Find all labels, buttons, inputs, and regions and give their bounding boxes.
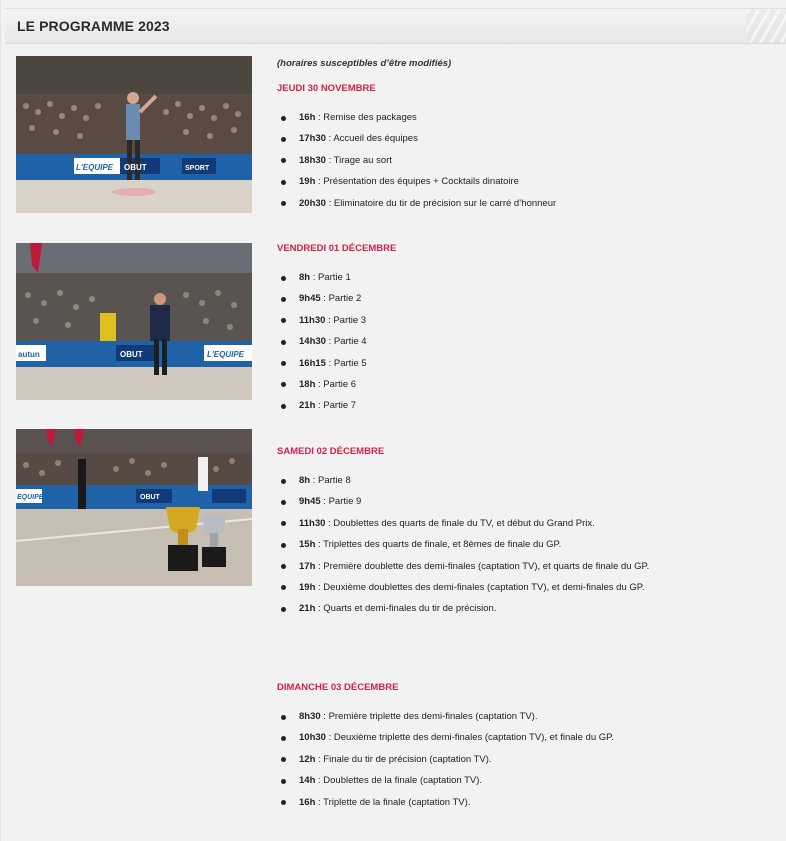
item-time: 12h bbox=[299, 753, 316, 765]
list-item bbox=[277, 711, 614, 732]
item-time: 18h30 bbox=[299, 154, 326, 166]
item-text: : Triplette de la finale (captation TV). bbox=[315, 796, 471, 808]
item-text: : Tirage au sort bbox=[325, 154, 392, 166]
list-item bbox=[277, 775, 614, 796]
item-text: : Triplettes des quarts de finale, et 8èmes de finale du GP. bbox=[315, 539, 562, 551]
item-time: 17h30 bbox=[299, 133, 326, 145]
section-title: LE PROGRAMME 2023 bbox=[17, 18, 170, 34]
item-time: 20h30 bbox=[299, 197, 326, 209]
item-text: : Partie 2 bbox=[320, 293, 362, 305]
list-item bbox=[277, 272, 367, 293]
list-item bbox=[277, 603, 649, 624]
section-header bbox=[5, 8, 786, 44]
list-item bbox=[277, 336, 367, 357]
photo-banner-text: OBUT bbox=[140, 494, 160, 501]
list-item bbox=[277, 315, 367, 336]
item-text: : Partie 7 bbox=[315, 400, 357, 412]
item-time: 14h bbox=[299, 775, 316, 787]
list-item bbox=[277, 176, 556, 197]
item-text: : Deuxième doublettes des demi-finales (captation TV), et demi-finales du GP. bbox=[315, 581, 645, 593]
list-item bbox=[277, 198, 556, 219]
photo-banner-text: L'EQUIPE bbox=[76, 163, 114, 172]
item-text: : Doublettes des quarts de finale du TV, et début du Grand Prix. bbox=[325, 517, 595, 529]
item-text: : Présentation des équipes + Cocktails dinatoire bbox=[315, 176, 519, 188]
item-text: : Accueil des équipes bbox=[325, 133, 418, 145]
item-text: : Doublettes de la finale (captation TV). bbox=[315, 775, 483, 787]
list-item bbox=[277, 112, 556, 133]
photo-banner-text: autun bbox=[18, 350, 40, 359]
list-item bbox=[277, 496, 649, 517]
item-text: : Première doublette des demi-finales (captation TV), et quarts de finale du GP. bbox=[315, 560, 650, 572]
day-title-samedi: SAMEDI 02 DÉCEMBRE bbox=[277, 446, 385, 457]
item-time: 11h30 bbox=[299, 517, 326, 529]
item-time: 10h30 bbox=[299, 732, 326, 744]
item-time: 14h30 bbox=[299, 336, 326, 348]
item-text: : Quarts et demi-finales du tir de précision. bbox=[315, 603, 497, 615]
list-item bbox=[277, 400, 367, 421]
list-item bbox=[277, 293, 367, 314]
item-text: : Partie 8 bbox=[310, 475, 351, 486]
item-text: : Partie 6 bbox=[315, 378, 357, 390]
list-item bbox=[277, 155, 556, 176]
item-time: 19h bbox=[299, 581, 316, 593]
item-time: 9h45 bbox=[299, 496, 321, 508]
schedule-note: (horaires susceptibles d’être modifiés) bbox=[277, 58, 452, 69]
photo-banner-text: L'EQUIPE bbox=[207, 350, 245, 359]
day-title-dimanche: DIMANCHE 03 DÉCEMBRE bbox=[277, 682, 399, 693]
photo-trophies-samedi bbox=[16, 429, 252, 586]
list-item bbox=[277, 561, 649, 582]
item-text: : Partie 4 bbox=[325, 336, 367, 348]
item-time: 17h bbox=[299, 560, 316, 572]
photo-player-throwing-jeudi bbox=[16, 56, 252, 213]
item-time: 16h bbox=[299, 112, 316, 123]
item-time: 15h bbox=[299, 539, 316, 551]
item-text: : Partie 3 bbox=[325, 314, 367, 326]
item-time: 19h bbox=[299, 176, 316, 188]
item-text: : Eliminatoire du tir de précision sur le carré d’honneur bbox=[325, 197, 557, 209]
item-time: 21h bbox=[299, 603, 316, 615]
item-text: : Partie 1 bbox=[310, 272, 351, 283]
item-time: 8h bbox=[299, 475, 311, 486]
list-item bbox=[277, 358, 367, 379]
item-text: : Partie 9 bbox=[320, 496, 362, 508]
list-item bbox=[277, 539, 649, 560]
list-item bbox=[277, 797, 614, 818]
list-item bbox=[277, 475, 649, 496]
item-text: : Finale du tir de précision (captation TV). bbox=[315, 753, 492, 765]
day-title-vendredi: VENDREDI 01 DÉCEMBRE bbox=[277, 243, 397, 254]
schedule-list-dimanche bbox=[277, 711, 614, 818]
item-text: : Deuxième triplette des demi-finales (captation TV), et finale du GP. bbox=[325, 732, 614, 744]
list-item bbox=[277, 732, 614, 753]
item-time: 8h30 bbox=[299, 711, 321, 722]
photo-banner-text: EQUIPE bbox=[17, 494, 44, 501]
item-time: 9h45 bbox=[299, 293, 321, 305]
item-text: : Première triplette des demi-finales (captation TV). bbox=[320, 711, 538, 722]
header-decoration bbox=[747, 9, 786, 43]
schedule-list-samedi bbox=[277, 475, 649, 625]
item-time: 16h bbox=[299, 796, 316, 808]
list-item bbox=[277, 754, 614, 775]
schedule-list-jeudi bbox=[277, 112, 556, 219]
list-item bbox=[277, 133, 556, 154]
item-time: 18h bbox=[299, 378, 316, 390]
item-text: : Remise des packages bbox=[315, 112, 417, 123]
item-time: 21h bbox=[299, 400, 316, 412]
item-time: 8h bbox=[299, 272, 311, 283]
item-time: 16h15 bbox=[299, 357, 326, 369]
photo-player-throwing-vendredi bbox=[16, 243, 252, 400]
list-item bbox=[277, 518, 649, 539]
list-item bbox=[277, 582, 649, 603]
photo-banner-text: OBUT bbox=[120, 350, 143, 359]
day-title-jeudi: JEUDI 30 NOVEMBRE bbox=[277, 83, 376, 94]
item-text: : Partie 5 bbox=[325, 357, 367, 369]
list-item bbox=[277, 379, 367, 400]
item-time: 11h30 bbox=[299, 314, 326, 326]
schedule-list-vendredi bbox=[277, 272, 367, 422]
photo-banner-text: OBUT bbox=[124, 163, 147, 172]
photo-banner-text: SPORT bbox=[185, 165, 210, 172]
